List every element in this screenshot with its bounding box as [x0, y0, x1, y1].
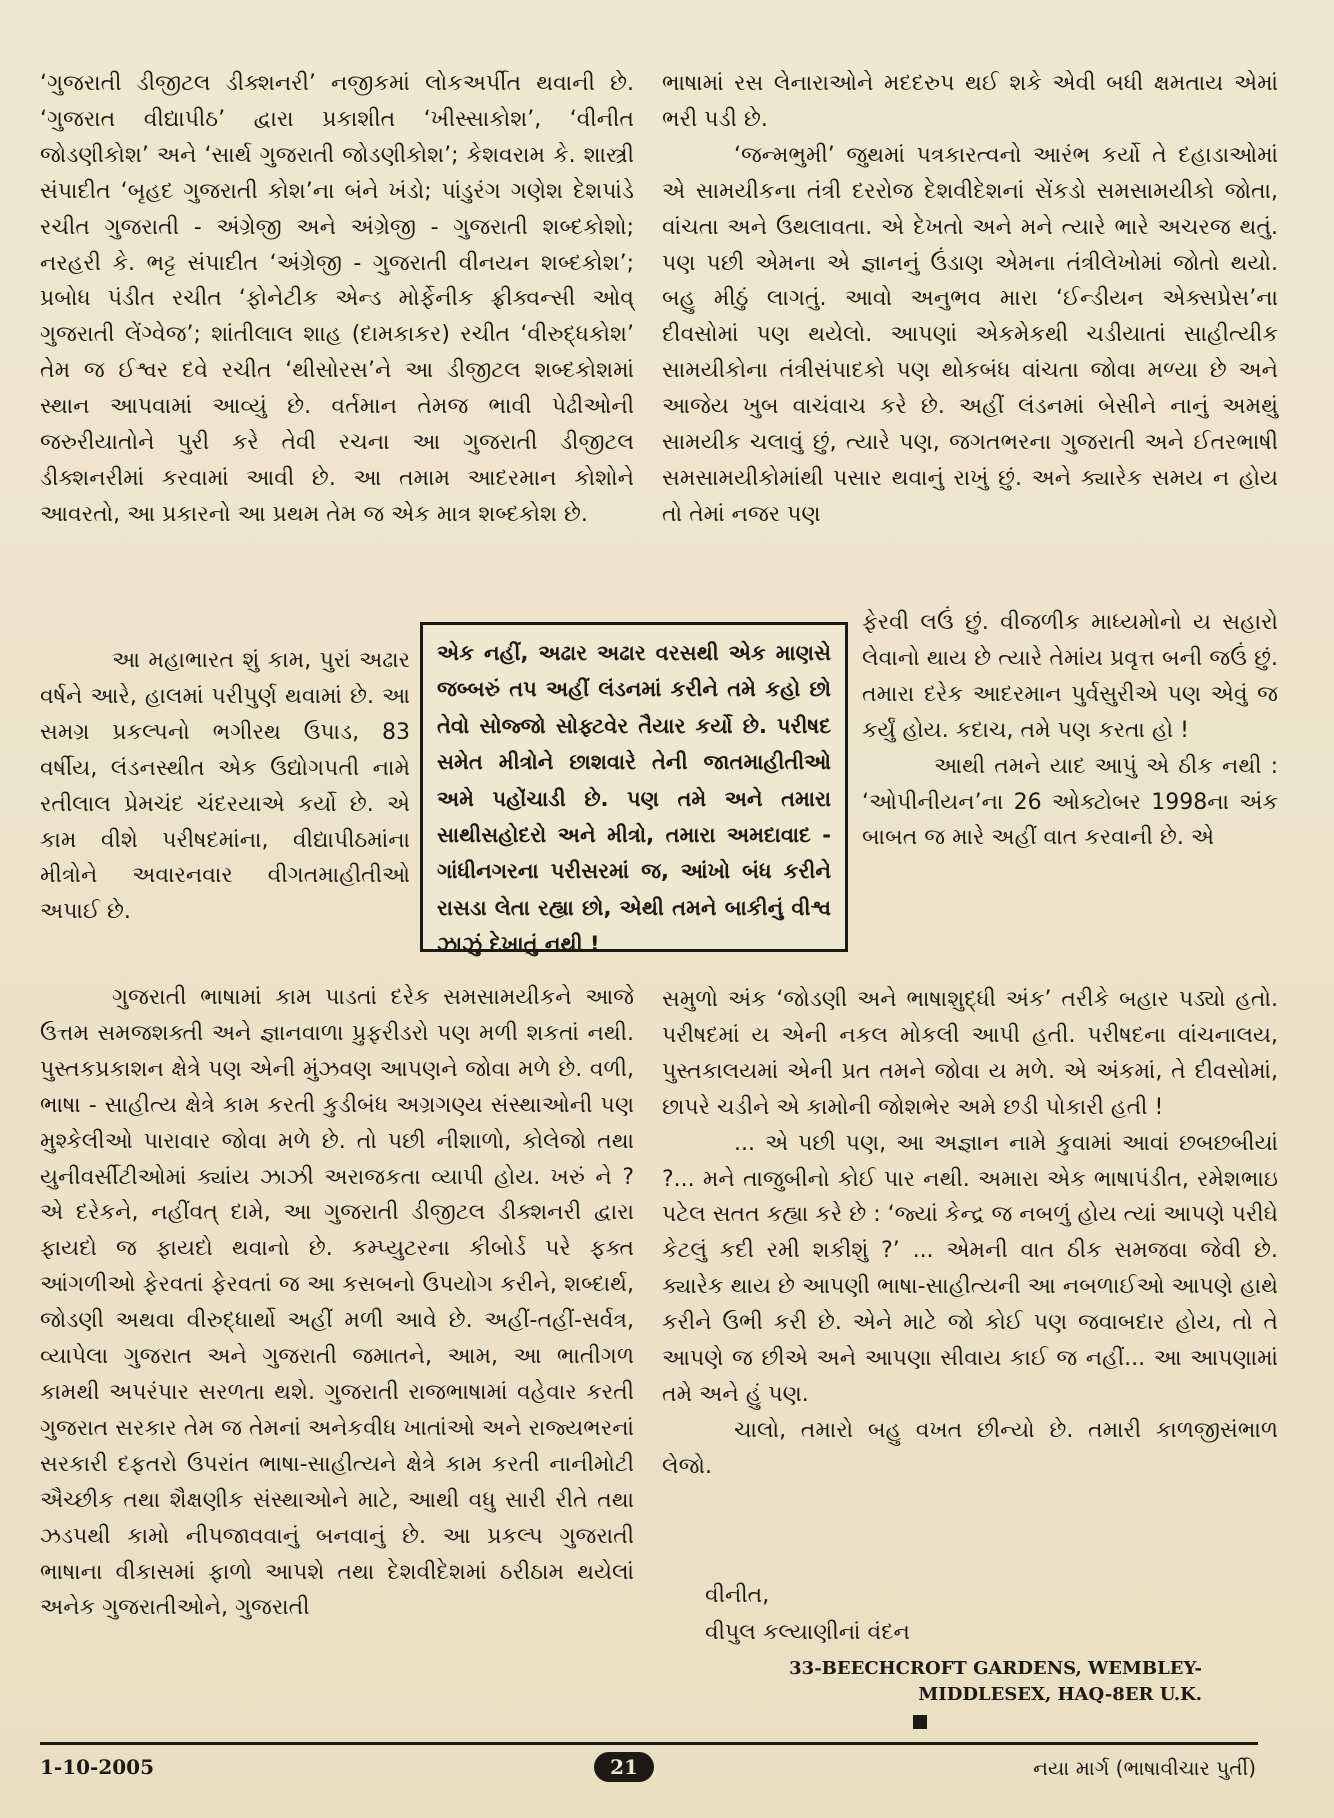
paragraph-mahabharat: આ મહાભારત શું કામ, પુરાં અઢાર વર્ષને આરે, હાલમાં પરીપુર્ણ થવામાં છે. આ સમગ્ર પ્રકલ્પનો ભગીરથ ઉપાડ, 83 વર્ષીય, લંડનસ્થીત એક ઉદ્યોગપતી નામે રતીલાલ પ્રેમચંદ ચંદરયાએ કર્યો છે. એ કામ વીશે પરીષદમાંના, વીદ્યાપીઠમાંના મીત્રોને અવારનવાર વીગતમાહીતીઓ અપાઈ છે.	[40, 648, 410, 925]
end-of-article-mark	[913, 1715, 927, 1729]
paragraph-janmabhumi: ‘જન્મભુમી’ જુથમાં પત્રકારત્વનો આરંભ કર્યો તે દહાડાઓમાં એ સામયીકના તંત્રી દરરોજ દેશવીદેશનાં સેંકડો સમસામયીકો જોતા, વાંચતા અને ઉથલાવતા. એ દેખતો અને મને ત્યારે ભારે અચરજ થતું. પણ પછી એમના એ જ્ઞાનનું ઉંડાણ એમના તંત્રીલેખોમાં જોતો થયો. બહુ મીઠું લાગતું. આવો અનુભવ મારા ‘ઈન્ડીયન એક્સપ્રેસ’ના દીવસોમાં પણ થયેલો. આપણાં એકમેકથી ચડીયાતાં સાહીત્યીક સામયીકોના તંત્રીસંપાદકો પણ થોકબંધ વાંચતા જોવા મળ્યા છે અને આજેય ખુબ વાચંવાચ કરે છે. અહીં લંડનમાં બેસીને નાનું અમથું સામયીક ચલાવું છું, ત્યારે પણ, જગતભરના ગુજરાતી અને ઈતરભાષી સમસામયીકોમાંથી પસાર થવાનું રાખું છું. અને ક્યારેક સમય ન હોય તો તેમાં નજર પણ	[662, 142, 1278, 527]
page-number: 21	[594, 1752, 654, 1782]
footer-date: 1-10-2005	[40, 1755, 155, 1779]
right-column-top	[662, 66, 1278, 533]
signature: વીપુલ કલ્યાણીનાં વંદન	[705, 1620, 910, 1645]
address-line-1: 33-BEECHCROFT GARDENS, WEMBLEY-	[789, 1658, 1202, 1679]
paragraph-language-interest: ભાષામાં રસ લેનારાઓને મદદરુપ થઈ શકે એવી બધી ક્ષમતાય એમાં ભરી પડી છે.	[662, 71, 1278, 132]
paragraph-farewell: ચાલો, તમારો બહુ વખત છીન્યો છે. તમારી કાળજીસંભાળ લેજો.	[662, 1417, 1278, 1479]
left-column-middle	[40, 643, 410, 930]
closing-salutation: વીનીત,	[705, 1583, 770, 1608]
paragraph-dictionary-sources: ‘ગુજરાતી ડીજીટલ ડીક્શનરી’ નજીકમાં લોકઅર્પીત થવાની છે. ‘ગુજરાત વીદ્યાપીઠ’ દ્વારા પ્રકાશીત ‘ખીસ્સાકોશ’, ‘વીનીત જોડણીકોશ’ અને ‘સાર્થ ગુજરાતી જોડણીકોશ’; કેશવરામ કે. શાસ્ત્રી સંપાદીત ‘બૃહદ ગુજરાતી કોશ’ના બંને ખંડો; પાંડુરંગ ગણેશ દેશપાંડે રચીત ગુજરાતી - અંગ્રેજી અને અંગ્રેજી - ગુજરાતી શબ્દકોશો; નરહરી કે. ભટ્ટ સંપાદીત ‘અંગ્રેજી - ગુજરાતી વીનયન શબ્દકોશ’; પ્રબોધ પંડીત રચીત ‘ફોનેટીક એન્ડ મોર્ફેનીક ફ્રીક્વન્સી ઓવ્ ગુજરાતી લેંગ્વેજ’; શાંતીલાલ શાહ (દામકાકર) રચીત ‘વીરુદ્ધકોશ’ તેમ જ ઈશ્વર દવે રચીત ‘થીસોરસ’ને આ ડીજીટલ શબ્દકોશમાં સ્થાન આપવામાં આવ્યું છે. વર્તમાન તેમજ ભાવી પેઢીઓની જરુરીયાતોને પુરી કરે તેવી રચના આ ગુજરાતી ડીજીટલ ડીક્શનરીમાં કરવામાં આવી છે. આ તમામ આદરમાન કોશોને આવરતો, આ પ્રકારનો આ પ્રથમ તેમ જ એક માત્ર શબ્દકોશ છે.	[40, 71, 634, 527]
boxed-quote: એક નહીં, અઢાર અઢાર વરસથી એક માણસે જબ્બરું તપ અહીં લંડનમાં કરીને તમે કહો છો તેવો સોજ્જો સોફ્ટવેર તૈયાર કર્યો છે. પરીષદ સમેત મીત્રોને છાશવારે તેની જાતમાહીતીઓ અમે પહોંચાડી છે. પણ તમે અને તમારા સાથીસહોદરો અને મીત્રો, તમારા અમદાવાદ - ગાંધીનગરના પરીસરમાં જ, આંખો બંધ કરીને રાસડા લેતા રહ્યા છો, એથી તમને બાકીનું વીશ્વ ઝાઝું દેખાતું નથી !	[420, 622, 848, 952]
paragraph-opinion-issue: આથી તમને યાદ આપું એ ઠીક નથી : ‘ઓપીનીયન’ના 26 ઓક્ટોબર 1998ના અંક બાબત જ મારે અહીં વાત કરવાની છે. એ	[862, 753, 1278, 851]
footer-rule	[40, 1742, 1258, 1745]
paragraph-ignorance-well: ... એ પછી પણ, આ અજ્ઞાન નામે કુવામાં આવાં છબછબીયાં ?... મને તાજુબીનો કોઈ પાર નથી. અમારા એક ભાષાપંડીત, રમેશભાઇ પટેલ સતત કહ્યા કરે છે : ‘જ્યાં કેન્દ્ર જ નબળું હોય ત્યાં આપણે પરીઘે કેટલું કદી રમી શકીશું ?’ ... એમની વાત ઠીક સમજવા જેવી છે. ક્યારેક થાય છે આપણી ભાષા-સાહીત્યની આ નબળાઈઓ આપણે હાથે કરીને ઉભી કરી છે. એને માટે જો કોઈ પણ જવાબદાર હોય, તો તે આપણે જ છીએ અને આપણા સીવાય કાઈ જ નહીં... આ આપણામાં તમે અને હું પણ.	[662, 1130, 1278, 1407]
address-line-2: MIDDLESEX, HAQ-8ER U.K.	[918, 1684, 1202, 1705]
right-column-bottom	[662, 982, 1278, 1485]
paragraph-proofreaders: ગુજરાતી ભાષામાં કામ પાડતાં દરેક સમસામયીકને આજે ઉત્તમ સમજશક્તી અને જ્ઞાનવાળા પ્રુફરીડરો પણ મળી શકતાં નથી. પુસ્તકપ્રકાશન ક્ષેત્રે પણ એની મુંઝવણ આપણને જોવા મળે છે. વળી, ભાષા - સાહીત્ય ક્ષેત્રે કામ કરતી કુડીબંધ અગ્રગણ્ય સંસ્થાઓની પણ મુશ્કેલીઓ પારાવાર જોવા મળે છે. તો પછી નીશાળો, કોલેજો તથા યુનીવર્સીટીઓમાં ક્યાંય ઝાઝી અરાજકતા વ્યાપી હોય. ખરું ને ? એ દરેકને, નહીંવત્ દામે, આ ગુજરાતી ડીજીટલ ડીક્શનરી દ્વારા ફાયદો જ ફાયદો થવાનો છે. કમ્પ્યુટરના કીબોર્ડ પરે ફક્ત આંગળીઓ ફેરવતાં ફેરવતાં જ આ કસબનો ઉપયોગ કરીને, શબ્દાર્થ, જોડણી અથવા વીરુદ્ધાર્થો અહીં મળી આવે છે. અહીં-તહીં-સર્વત્ર, વ્યાપેલા ગુજરાત અને ગુજરાતી જમાતને, આમ, આ ભાતીગળ કામથી અપરંપાર સરળતા થશે. ગુજરાતી રાજભાષામાં વહેવાર કરતી ગુજરાત સરકાર તેમ જ તેમનાં અનેકવીધ ખાતાંઓ અને રાજ્યભરનાં સરકારી દફતરો ઉપરાંત ભાષા-સાહીત્યને ક્ષેત્રે કામ કરતી નાનીમોટી ઐચ્છીક તથા શૈક્ષણીક સંસ્થાઓને માટે, આથી વધુ સારી રીતે તથા ઝડપથી કામો નીપજાવવાનું બનવાનું છે. આ પ્રકલ્પ ગુજરાતી ભાષાના વીકાસમાં ફાળો આપશે તથા દેશવીદેશમાં ઠરીઠામ થયેલાં અનેક ગુજરાતીઓને, ગુજરાતી	[40, 985, 634, 1621]
paragraph-electronic-media: ફેરવી લઉં છું. વીજળીક માધ્યમોનો ય સહારો લેવાનો થાય છે ત્યારે તેમાંય પ્રવૃત્ત બની જઉં છું. તમારા દરેક આદરમાન પુર્વસુરીએ પણ એવું જ કર્યું હોય. કદાચ, તમે પણ કરતા હો !	[862, 610, 1278, 743]
paragraph-spelling-issue: સમુળો અંક ‘જોડણી અને ભાષાશુદ્ધી અંક’ તરીકે બહાર પડ્યો હતો. પરીષદમાં ય એની નકલ મોકલી આપી હતી. પરીષદના વાંચનાલય, પુસ્તકાલયમાં એની પ્રત તમને જોવા ય મળે. એ અંકમાં, તે દીવસોમાં, છાપરે ચડીને એ કામોની જોશભેર અમે છડી પોકારી હતી !	[662, 987, 1278, 1120]
publication-title: નયા માર્ગ (ભાષાવીચાર પુર્તી)	[1033, 1756, 1256, 1780]
left-column-top	[40, 66, 634, 533]
right-column-middle	[862, 605, 1278, 856]
left-column-bottom	[40, 980, 634, 1626]
